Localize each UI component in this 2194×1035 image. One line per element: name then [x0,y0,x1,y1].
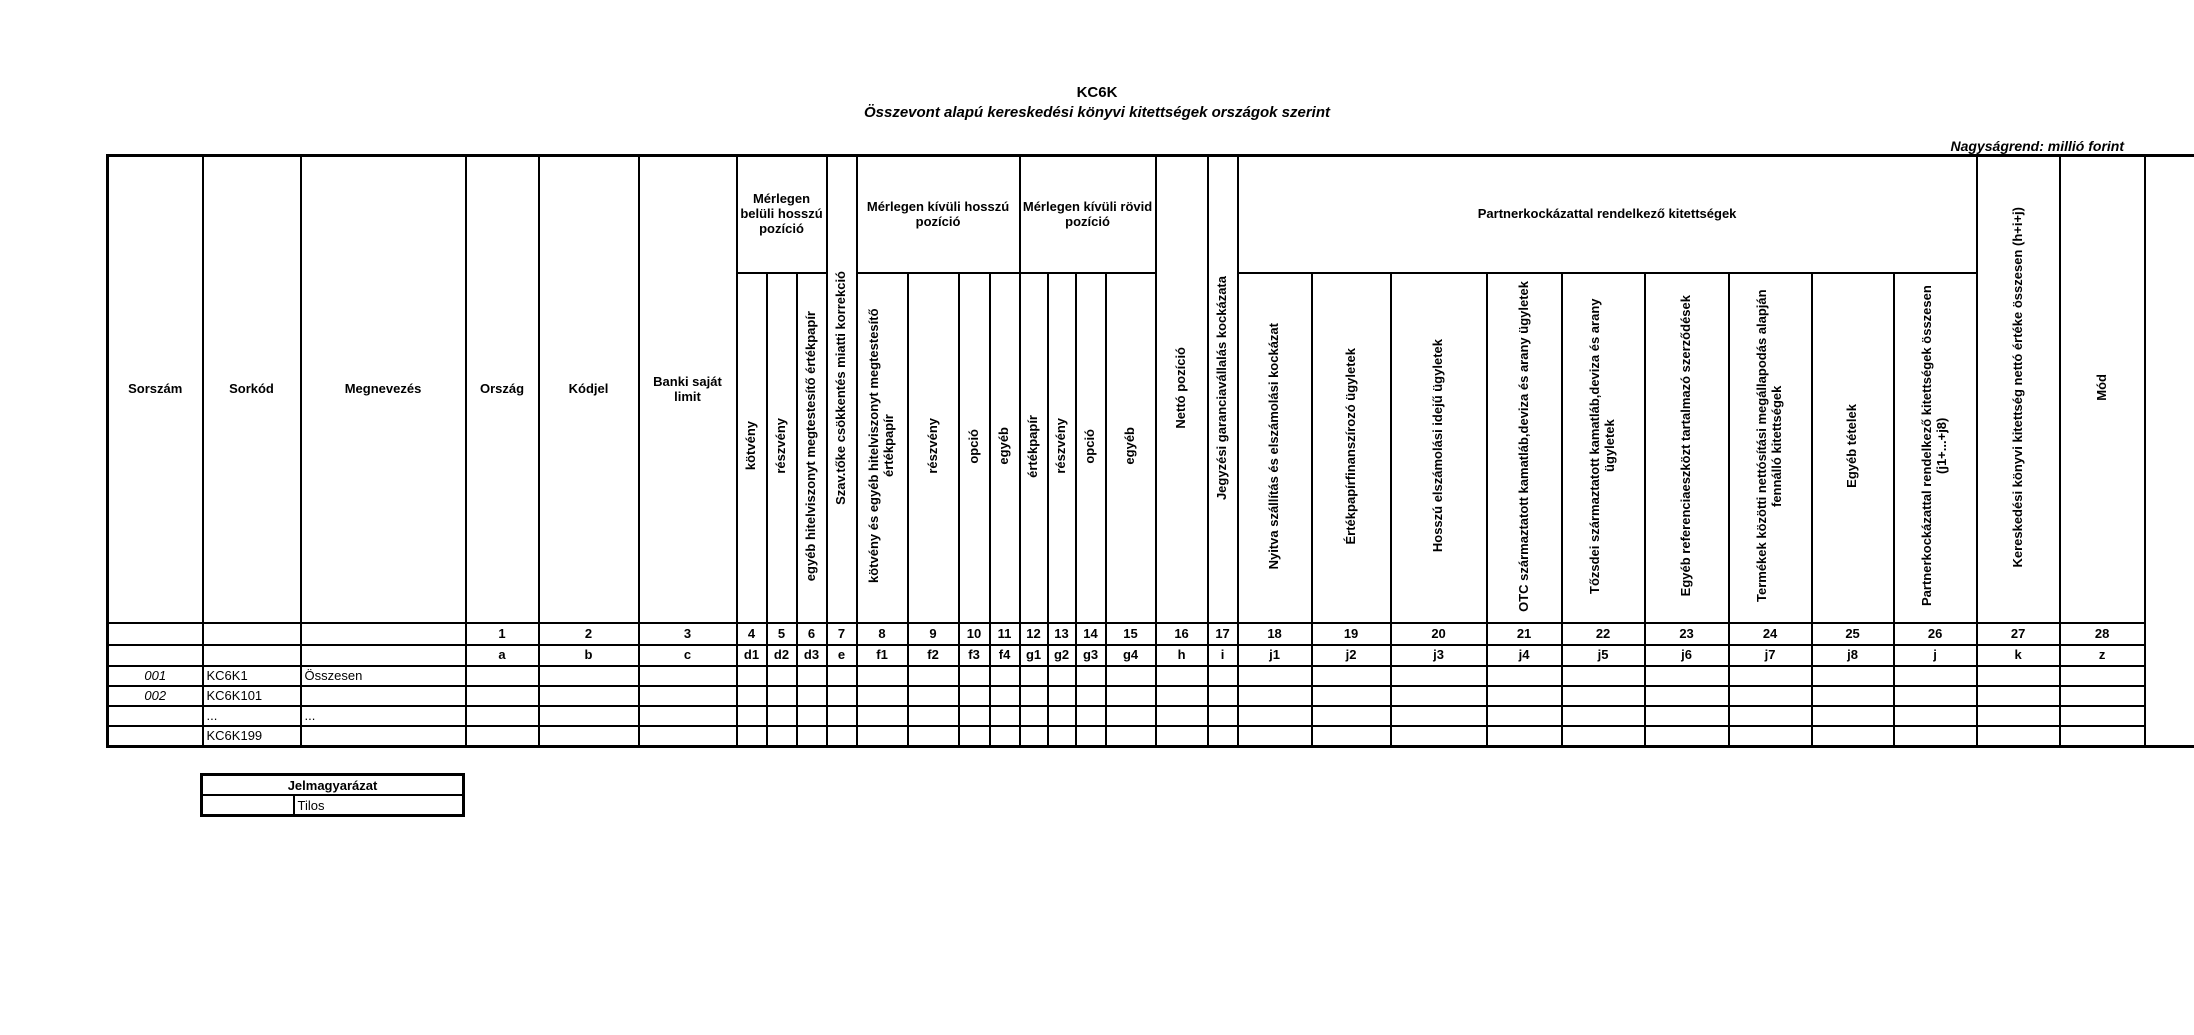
data-cell[interactable] [1729,726,1812,747]
data-cell[interactable] [639,726,737,747]
header-j6: Egyéb referenciaeszközt tartalmazó szerződések [1645,273,1729,623]
column-number: 27 [1977,623,2060,645]
column-code: c [639,645,737,666]
data-cell[interactable] [1020,686,1048,706]
data-cell[interactable] [1894,706,1977,726]
column-code: j2 [1312,645,1391,666]
data-cell[interactable] [959,706,990,726]
column-code: b [539,645,639,666]
data-cell[interactable] [1048,686,1076,706]
data-cell[interactable] [1020,726,1048,747]
data-cell[interactable] [737,686,767,706]
header-j2: Értékpapírfinanszírozó ügyletek [1312,273,1391,623]
data-cell[interactable] [1977,706,2060,726]
header-j4: OTC származtatott kamatláb,deviza és arany ügyletek [1487,273,1562,623]
data-cell[interactable] [1729,706,1812,726]
table-row [108,666,2194,686]
column-code: h [1156,645,1208,666]
header-f4: egyéb [990,273,1020,623]
data-cell[interactable] [1977,686,2060,706]
column-code: d3 [797,645,827,666]
header-j8: Egyéb tételek [1812,273,1894,623]
column-code: j1 [1238,645,1312,666]
data-cell[interactable] [1208,726,1238,747]
header-jegyzesi: Jegyzési garanciavállalás kockázata [1208,156,1238,624]
data-cell[interactable] [1076,666,1106,686]
column-number: 5 [767,623,797,645]
data-cell[interactable] [908,666,959,686]
header-f1: kötvény és egyéb hitelviszonyt megtestesítő értékpapír [857,273,908,623]
data-cell[interactable] [959,726,990,747]
header-g1: értékpapír [1020,273,1048,623]
data-cell[interactable] [1729,686,1812,706]
column-code: z [2060,645,2145,666]
data-cell[interactable] [737,726,767,747]
data-cell[interactable] [466,706,539,726]
row-megnevezes [301,726,466,747]
data-cell[interactable] [1729,666,1812,686]
document-subtitle: Összevont alapú kereskedési könyvi kitettségek országok szerint [863,104,1331,121]
column-code: a [466,645,539,666]
column-code-row [108,645,2194,666]
column-number: 20 [1391,623,1487,645]
data-cell[interactable] [1312,726,1391,747]
data-cell[interactable] [1312,666,1391,686]
data-cell[interactable] [1894,726,1977,747]
unit-note: Nagyságrend: millió forint [1950,138,2124,154]
column-code: e [827,645,857,666]
data-cell[interactable] [1106,726,1156,747]
header-j1: Nyitva szállítás és elszámolási kockázat [1238,273,1312,623]
column-code: g4 [1106,645,1156,666]
column-number: 6 [797,623,827,645]
column-number: 2 [539,623,639,645]
header-szav-toke: Szav.tőke csökkentés miatti korrekció [827,156,857,624]
column-number: 16 [1156,623,1208,645]
header-d3: egyéb hitelviszonyt megtestesítő értékpapír [797,273,827,623]
column-number: 15 [1106,623,1156,645]
column-number: 3 [639,623,737,645]
legend-title: Jelmagyarázat [202,775,464,796]
column-number: 13 [1048,623,1076,645]
data-cell[interactable] [737,666,767,686]
data-cell[interactable] [1156,686,1208,706]
data-cell[interactable] [1312,706,1391,726]
header-g2: részvény [1048,273,1076,623]
column-number: 12 [1020,623,1048,645]
column-number: 4 [737,623,767,645]
data-cell[interactable] [1977,666,2060,686]
data-cell[interactable] [639,706,737,726]
column-number: 9 [908,623,959,645]
header-sorszam: Sorszám [108,156,203,624]
row-megnevezes: Összesen [301,666,466,686]
column-number: 1 [466,623,539,645]
data-cell[interactable] [1238,686,1312,706]
row-sorkod: KC6K1 [203,666,301,686]
data-cell[interactable] [1238,706,1312,726]
data-cell[interactable] [539,666,639,686]
data-cell[interactable] [990,706,1020,726]
data-cell[interactable] [767,726,797,747]
data-cell[interactable] [857,686,908,706]
column-number: 7 [827,623,857,645]
column-number: 19 [1312,623,1391,645]
column-code: g2 [1048,645,1076,666]
data-cell[interactable] [1208,706,1238,726]
header-g4: egyéb [1106,273,1156,623]
column-number: 8 [857,623,908,645]
header-f2: részvény [908,273,959,623]
data-cell[interactable] [990,666,1020,686]
column-number: 21 [1487,623,1562,645]
data-cell[interactable] [1562,686,1645,706]
column-code: f3 [959,645,990,666]
data-cell[interactable] [1487,706,1562,726]
column-number: 14 [1076,623,1106,645]
header-j3: Hosszú elszámolási idejű ügyletek [1391,273,1487,623]
column-code: j3 [1391,645,1487,666]
data-cell[interactable] [1977,726,2060,747]
header-f3: opció [959,273,990,623]
data-cell[interactable] [1020,666,1048,686]
data-cell[interactable] [857,706,908,726]
header-partner: Partnerkockázattal rendelkező kitettségek [1238,156,1977,274]
header-j: Partnerkockázattal rendelkező kitettségek összesen (j1+...+j8) [1894,273,1977,623]
data-cell[interactable] [466,666,539,686]
data-cell[interactable] [1312,686,1391,706]
data-cell[interactable] [797,706,827,726]
data-cell[interactable] [959,666,990,686]
table-row [108,686,2194,706]
data-cell[interactable] [1048,666,1076,686]
column-code: f2 [908,645,959,666]
data-cell[interactable] [1048,726,1076,747]
data-cell[interactable] [1894,686,1977,706]
data-cell[interactable] [827,666,857,686]
header-d2: részvény [767,273,797,623]
data-cell[interactable] [1894,666,1977,686]
data-cell[interactable] [1076,686,1106,706]
data-cell[interactable] [1487,726,1562,747]
data-cell[interactable] [1048,706,1076,726]
data-cell[interactable] [857,726,908,747]
row-megnevezes: ... [301,706,466,726]
row-sorszam [108,706,203,726]
data-cell[interactable] [1562,666,1645,686]
column-number: 18 [1238,623,1312,645]
header-megnevezes: Megnevezés [301,156,466,624]
row-megnevezes [301,686,466,706]
header-banki-limit: Banki saját limit [639,156,737,624]
header-j7: Termékek közötti nettósítási megállapodás alapján fennálló kitettségek [1729,273,1812,623]
row-sorszam [108,726,203,747]
data-cell[interactable] [990,726,1020,747]
data-cell[interactable] [1487,686,1562,706]
data-cell[interactable] [639,666,737,686]
data-cell[interactable] [466,726,539,747]
data-cell[interactable] [1812,666,1894,686]
header-merleg-beluli: Mérlegen belüli hosszú pozíció [737,156,827,274]
data-cell[interactable] [639,686,737,706]
column-number: 23 [1645,623,1729,645]
column-code: j4 [1487,645,1562,666]
column-code: g3 [1076,645,1106,666]
table-row [108,706,2194,726]
data-cell[interactable] [1391,726,1487,747]
row-sorkod: KC6K101 [203,686,301,706]
column-code: j [1894,645,1977,666]
header-mod: Mód [2060,156,2145,624]
column-code: f1 [857,645,908,666]
data-cell[interactable] [1562,706,1645,726]
header-merleg-kivuli-rovid: Mérlegen kívüli rövid pozíció [1020,156,1156,274]
data-cell[interactable] [1020,706,1048,726]
column-number: 22 [1562,623,1645,645]
column-number-row [108,623,2194,645]
header-j5: Tőzsdei származtatott kamatláb,deviza és arany ügyletek [1562,273,1645,623]
table-row [108,726,2194,747]
data-cell[interactable] [1645,686,1729,706]
data-cell[interactable] [1562,726,1645,747]
legend-swatch [202,795,294,816]
data-cell[interactable] [827,726,857,747]
data-cell[interactable] [908,726,959,747]
column-code: j8 [1812,645,1894,666]
data-cell[interactable] [539,706,639,726]
data-cell[interactable] [908,706,959,726]
column-code: g1 [1020,645,1048,666]
exposure-table [106,154,2194,748]
column-number: 25 [1812,623,1894,645]
data-cell[interactable] [1156,706,1208,726]
header-merleg-kivuli-hosszu: Mérlegen kívüli hosszú pozíció [857,156,1020,274]
column-code: j5 [1562,645,1645,666]
data-cell[interactable] [767,686,797,706]
legend-table [200,773,465,817]
data-cell[interactable] [1812,686,1894,706]
column-code: j7 [1729,645,1812,666]
data-cell[interactable] [2060,666,2145,686]
column-number: 26 [1894,623,1977,645]
data-cell[interactable] [1156,726,1208,747]
data-cell[interactable] [466,686,539,706]
data-cell[interactable] [1238,666,1312,686]
column-code: d1 [737,645,767,666]
data-cell[interactable] [2060,726,2145,747]
column-number: 10 [959,623,990,645]
data-cell[interactable] [1106,666,1156,686]
data-cell[interactable] [797,686,827,706]
data-cell[interactable] [827,706,857,726]
document-title: KC6K [1076,84,1118,101]
header-d1: kötvény [737,273,767,623]
header-orszag: Ország [466,156,539,624]
data-cell[interactable] [737,706,767,726]
data-cell[interactable] [990,686,1020,706]
column-number: 17 [1208,623,1238,645]
data-cell[interactable] [1156,666,1208,686]
data-cell[interactable] [1645,726,1729,747]
header-g3: opció [1076,273,1106,623]
column-number: 24 [1729,623,1812,645]
data-cell[interactable] [797,666,827,686]
data-cell[interactable] [1208,686,1238,706]
legend-item-label: Tilos [294,795,464,816]
header-sorkod: Sorkód [203,156,301,624]
header-kereskedesi-netto: Kereskedési könyvi kitettség nettó értéke összesen (h+i+j) [1977,156,2060,624]
column-code: j6 [1645,645,1729,666]
data-cell[interactable] [1645,706,1729,726]
data-cell[interactable] [1812,726,1894,747]
column-code: d2 [767,645,797,666]
data-cell[interactable] [539,686,639,706]
data-cell[interactable] [1391,666,1487,686]
data-cell[interactable] [1076,706,1106,726]
data-cell[interactable] [1076,726,1106,747]
row-sorszam: 001 [108,666,203,686]
data-cell[interactable] [959,686,990,706]
data-cell[interactable] [1208,666,1238,686]
row-sorkod: ... [203,706,301,726]
data-cell[interactable] [857,666,908,686]
data-cell[interactable] [2060,706,2145,726]
data-cell[interactable] [1645,666,1729,686]
data-cell[interactable] [827,686,857,706]
data-cell[interactable] [1106,686,1156,706]
row-sorkod: KC6K199 [203,726,301,747]
row-sorszam: 002 [108,686,203,706]
data-cell[interactable] [1812,706,1894,726]
data-cell[interactable] [908,686,959,706]
column-code: i [1208,645,1238,666]
data-cell[interactable] [767,706,797,726]
data-cell[interactable] [767,666,797,686]
data-cell[interactable] [1238,726,1312,747]
data-cell[interactable] [797,726,827,747]
header-netto-pozicio: Nettó pozíció [1156,156,1208,624]
data-cell[interactable] [1487,666,1562,686]
data-cell[interactable] [1391,686,1487,706]
column-number: 28 [2060,623,2145,645]
data-cell[interactable] [539,726,639,747]
data-cell[interactable] [1106,706,1156,726]
column-code: f4 [990,645,1020,666]
data-cell[interactable] [1391,706,1487,726]
header-kodjel: Kódjel [539,156,639,624]
column-code: k [1977,645,2060,666]
data-cell[interactable] [2060,686,2145,706]
column-number: 11 [990,623,1020,645]
